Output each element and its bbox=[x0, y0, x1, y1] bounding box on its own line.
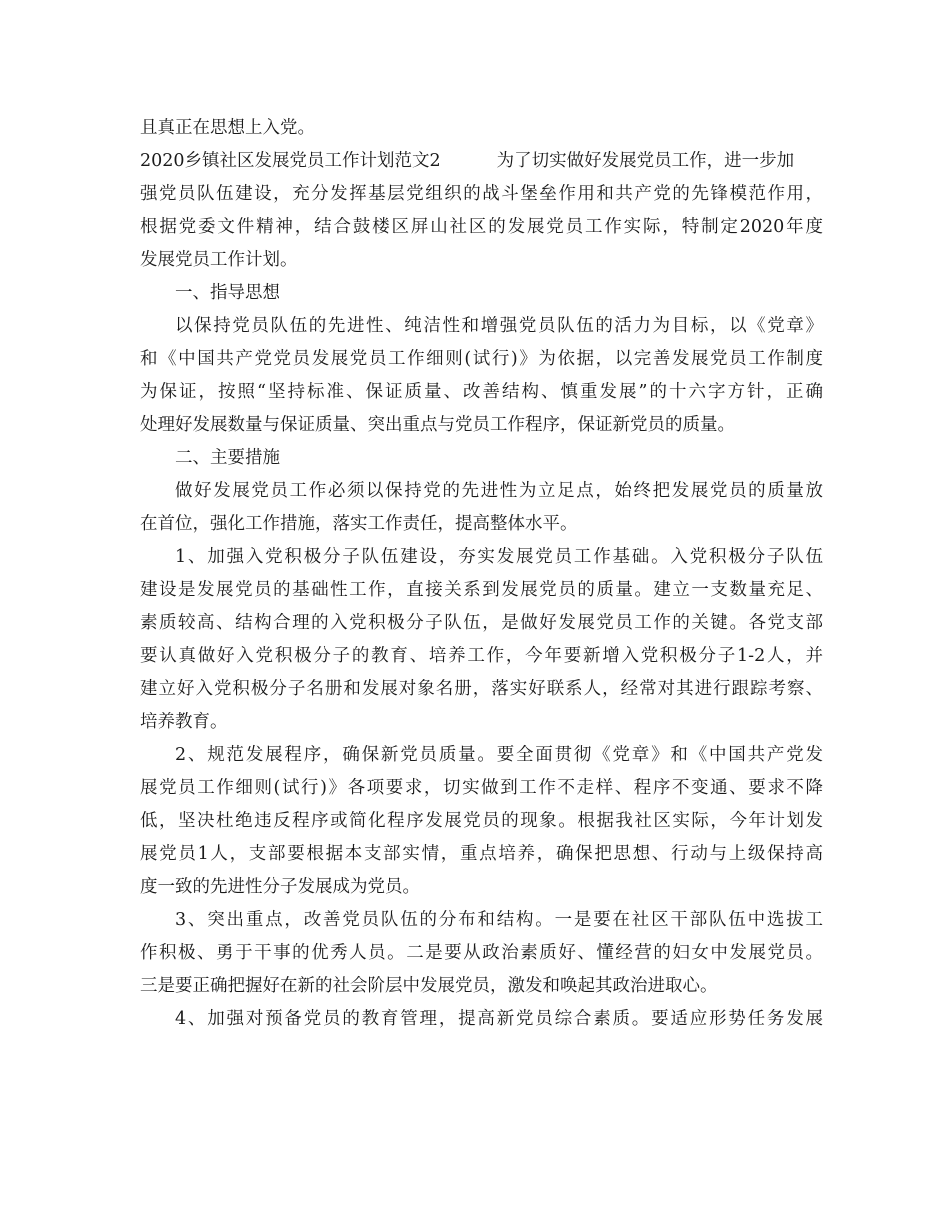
paragraph-text: 且真正在思想上入党。 bbox=[140, 118, 315, 138]
paragraph-text: 做好发展党员工作必须以保持党的先进性为立足点，始终把发展党员的质量放 bbox=[175, 481, 823, 501]
paragraph-text: 强党员队伍建设，充分发挥基层党组织的战斗堡垒作用和共产党的先锋模范作用， bbox=[140, 184, 823, 204]
document-title-line bbox=[140, 145, 823, 178]
paragraph-text: 以保持党员队伍的先进性、纯洁性和增强党员队伍的活力为目标，以《党章》 bbox=[175, 316, 823, 336]
paragraph-line bbox=[140, 640, 823, 673]
paragraph-line bbox=[140, 937, 823, 970]
paragraph-text: 建立好入党积极分子名册和发展对象名册，落实好联系人，经常对其进行跟踪考察、 bbox=[140, 679, 823, 699]
paragraph-line bbox=[140, 673, 823, 706]
paragraph-line bbox=[140, 211, 823, 244]
paragraph-line bbox=[140, 838, 823, 871]
paragraph-text: 素质较高、结构合理的入党积极分子队伍，是做好发展党员工作的关键。各党支部 bbox=[140, 613, 823, 633]
paragraph-line bbox=[140, 805, 823, 838]
paragraph-line bbox=[140, 475, 823, 508]
paragraph-line bbox=[140, 739, 823, 772]
paragraph-line bbox=[140, 607, 823, 640]
paragraph-text: 要认真做好入党积极分子的教育、培养工作，今年要新增入党积极分子1-2人，并 bbox=[140, 646, 823, 666]
paragraph-text: 1、加强入党积极分子队伍建设，夯实发展党员工作基础。入党积极分子队伍 bbox=[175, 547, 823, 567]
paragraph-text: 为了切实做好发展党员工作，进一步加 bbox=[496, 151, 795, 171]
paragraph-text: 培养教育。 bbox=[140, 712, 228, 732]
paragraph-text: 度一致的先进性分子发展成为党员。 bbox=[140, 877, 420, 897]
paragraph-text: 一、指导思想 bbox=[175, 283, 280, 303]
paragraph-line bbox=[140, 970, 823, 1003]
paragraph-line bbox=[140, 343, 823, 376]
paragraph-line bbox=[140, 871, 823, 904]
paragraph-text: 作积极、勇于干事的优秀人员。二是要从政治素质好、懂经营的妇女中发展党员。 bbox=[140, 943, 823, 963]
paragraph-line bbox=[140, 310, 823, 343]
paragraph-text: 建设是发展党员的基础性工作，直接关系到发展党员的质量。建立一支数量充足、 bbox=[140, 580, 823, 600]
paragraph-text: 和《中国共产党党员发展党员工作细则(试行)》为依据，以完善发展党员工作制度 bbox=[140, 349, 823, 369]
paragraph-line bbox=[140, 541, 823, 574]
paragraph-line bbox=[140, 508, 823, 541]
paragraph-line bbox=[140, 904, 823, 937]
paragraph-line bbox=[140, 376, 823, 409]
document-title: 2020乡镇社区发展党员工作计划范文2 bbox=[140, 151, 441, 171]
paragraph-text: 3、突出重点，改善党员队伍的分布和结构。一是要在社区干部队伍中选拔工 bbox=[175, 910, 823, 930]
paragraph-text: 发展党员工作计划。 bbox=[140, 250, 298, 270]
paragraph-text: 展党员1人，支部要根据本支部实情，重点培养，确保把思想、行动与上级保持高 bbox=[140, 844, 823, 864]
paragraph-line bbox=[140, 112, 823, 145]
paragraph-line bbox=[140, 409, 823, 442]
paragraph-text: 低，坚决杜绝违反程序或简化程序发展党员的现象。根据我社区实际，今年计划发 bbox=[140, 811, 823, 831]
paragraph-text: 2、规范发展程序，确保新党员质量。要全面贯彻《党章》和《中国共产党发 bbox=[175, 745, 823, 765]
paragraph-line bbox=[140, 277, 823, 310]
paragraph-line bbox=[140, 706, 823, 739]
paragraph-line bbox=[140, 178, 823, 211]
paragraph-text: 根据党委文件精神，结合鼓楼区屏山社区的发展党员工作实际，特制定2020年度 bbox=[140, 217, 823, 237]
document-body bbox=[140, 112, 823, 1036]
paragraph-text: 4、加强对预备党员的教育管理，提高新党员综合素质。要适应形势任务发展 bbox=[175, 1009, 823, 1029]
paragraph-line bbox=[140, 1003, 823, 1036]
paragraph-line bbox=[140, 772, 823, 805]
paragraph-text: 处理好发展数量与保证质量、突出重点与党员工作程序，保证新党员的质量。 bbox=[140, 415, 735, 435]
paragraph-text: 在首位，强化工作措施，落实工作责任，提高整体水平。 bbox=[140, 514, 578, 534]
paragraph-text: 展党员工作细则(试行)》各项要求，切实做到工作不走样、程序不变通、要求不降 bbox=[140, 778, 823, 798]
paragraph-line bbox=[140, 442, 823, 475]
paragraph-line bbox=[140, 574, 823, 607]
paragraph-text: 为保证，按照“坚持标准、保证质量、改善结构、慎重发展”的十六字方针，正确 bbox=[140, 382, 823, 402]
paragraph-text: 二、主要措施 bbox=[175, 448, 280, 468]
paragraph-text: 三是要正确把握好在新的社会阶层中发展党员，激发和唤起其政治进取心。 bbox=[140, 976, 718, 996]
paragraph-line bbox=[140, 244, 823, 277]
